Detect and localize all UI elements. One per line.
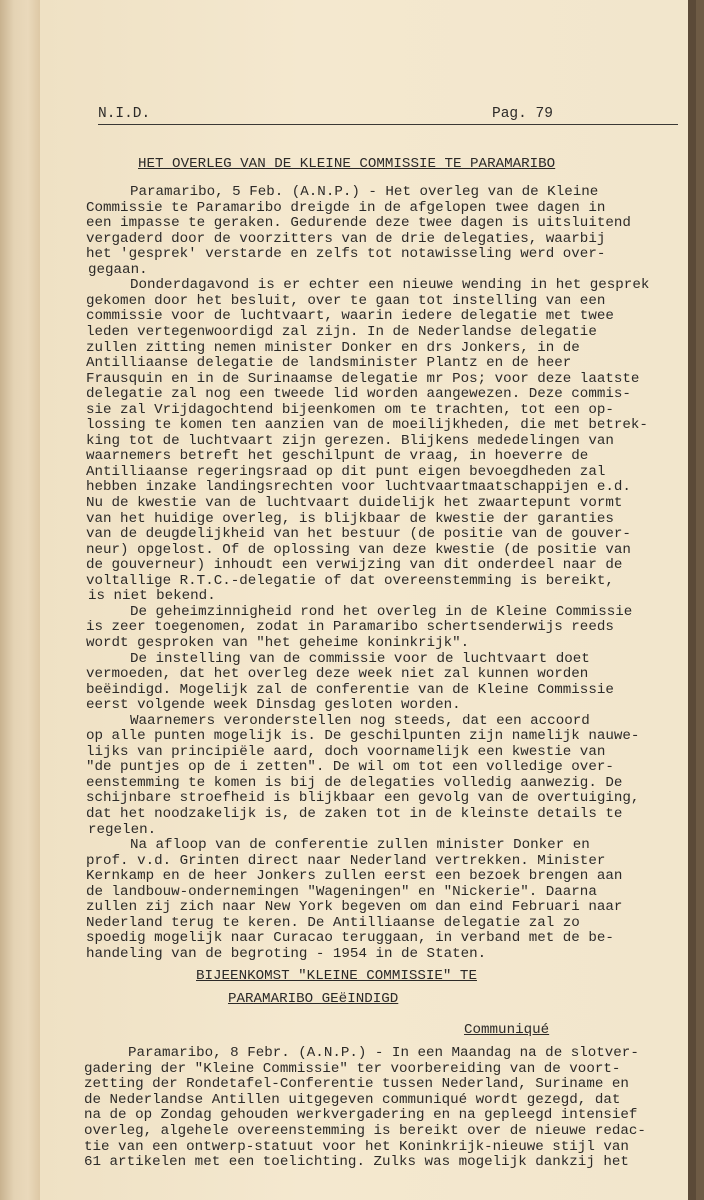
text-line: beëindigd. Mogelijk zal de conferentie van de Kleine Commissie bbox=[86, 681, 614, 698]
text-line: Commissie te Paramaribo dreigde in de afgelopen twee dagen in bbox=[86, 199, 606, 216]
text-line: voltallige R.T.C.-delegatie of dat overeenstemming is bereikt, bbox=[86, 572, 614, 589]
text-line: het 'gesprek' verstarde en zelfs tot notawisseling werd over- bbox=[86, 246, 606, 263]
article-title: BIJEENKOMST "KLEINE COMMISSIE" TE bbox=[196, 968, 477, 984]
text-line: overleg, algehele overeenstemming is bereikt over de nieuwe redac- bbox=[84, 1123, 646, 1139]
text-line: zullen zij zich naar New York begeven om dan eind Februari naar bbox=[86, 899, 623, 916]
text-line: leden vertegenwoordigd zal zijn. In de Nederlandse delegatie bbox=[86, 323, 597, 340]
text-line: is zeer toegenomen, zodat in Paramaribo schertsenderwijs reeds bbox=[86, 619, 614, 636]
text-line: Donderdagavond is er echter een nieuwe wending in het gesprek bbox=[130, 277, 650, 294]
communique-label: Communiqué bbox=[464, 1022, 550, 1038]
text-line: Waarnemers veronderstellen nog steeds, dat een accoord bbox=[130, 712, 590, 729]
text-line: eerst volgende week Dinsdag gesloten worden. bbox=[86, 697, 461, 714]
text-line: Nu de kwestie van de luchtvaart duidelijk het zwaartepunt vormt bbox=[86, 495, 623, 511]
text-line: schijnbare stroefheid is blijkbaar een gevolg van de overtuiging, bbox=[86, 790, 640, 807]
text-line: commissie voor de luchtvaart, waarin iedere delegatie met twee bbox=[86, 308, 614, 325]
text-line: de gouverneur) inhoudt een verwijzing van dit onderdeel naar de bbox=[86, 557, 623, 574]
text-line: delegatie zal nog een tweede lid worden aangewezen. Deze commis- bbox=[86, 386, 631, 403]
text-line: vermoeden, dat het overleg deze week niet zal kunnen worden bbox=[86, 666, 589, 683]
text-line: gadering der "Kleine Commissie" ter voorbereiding van de voort- bbox=[84, 1060, 621, 1077]
text-line: waarnemers betreft het geschilpunt de vraag, in hoeverre de bbox=[86, 448, 589, 465]
header-rule bbox=[98, 124, 678, 125]
text-line: is niet bekend. bbox=[88, 588, 216, 605]
text-line: op alle punten mogelijk is. De geschilpunten zijn namelijk nauwe- bbox=[86, 728, 640, 745]
text-line: van het huidige overleg, is blijkbaar de kwestie der garanties bbox=[86, 510, 614, 527]
text-line: van de deugdelijkheid van het bestuur (de positie van de gouver- bbox=[86, 526, 631, 543]
text-line: zullen zitting nemen minister Donker en drs Jonkers, in de bbox=[86, 339, 580, 356]
text-line: spoedig mogelijk naar Curacao teruggaan, in verband met de be- bbox=[86, 930, 614, 947]
page-number: Pag. 79 bbox=[492, 106, 553, 122]
text-line: wordt gesproken van "het geheime koninkrijk". bbox=[86, 634, 470, 651]
page-edge-shadow bbox=[688, 0, 696, 1200]
text-line: hebben inzake landingsrechten voor luchtvaartmaatschappijen e.d. bbox=[86, 479, 631, 496]
text-line: De geheimzinnigheid rond het overleg in de Kleine Commissie bbox=[130, 603, 633, 620]
text-line: gegaan. bbox=[88, 261, 148, 278]
text-line: regelen. bbox=[88, 821, 157, 838]
text-line: de Nederlandse Antillen uitgegeven communiqué wordt gezegd, dat bbox=[84, 1091, 621, 1108]
text-line: dat het noodzakelijk is, de zaken tot in de kleinste details te bbox=[86, 806, 623, 822]
text-line: zetting der Rondetafel-Conferentie tussen Nederland, Suriname en bbox=[84, 1076, 629, 1093]
text-line: vergaderd door de voorzitters van de drie delegaties, waarbij bbox=[86, 230, 606, 247]
text-line: eenstemming te komen is bij de delegaties volledig aanwezig. De bbox=[86, 774, 623, 791]
text-line: sie zal Vrijdagochtend bijeenkomen om te trachten, tot een op- bbox=[86, 401, 614, 418]
agency-label: N.I.D. bbox=[98, 106, 151, 122]
text-line: handeling van de begroting - 1954 in de Staten. bbox=[86, 945, 487, 962]
article-title: HET OVERLEG VAN DE KLEINE COMMISSIE TE PARAMARIBO bbox=[138, 156, 556, 172]
text-line: Paramaribo, 8 Febr. (A.N.P.) - In een Maandag na de slotver- bbox=[128, 1045, 639, 1061]
text-line: lijks van principiële aard, doch voornamelijk een kwestie van bbox=[86, 743, 606, 760]
text-line: De instelling van de commissie voor de luchtvaart doet bbox=[130, 650, 590, 667]
text-line: Antilliaanse regeringsraad op dit punt eigen bevoegdheden zal bbox=[86, 463, 606, 480]
text-line: een impasse te geraken. Gedurende deze twee dagen is uitsluitend bbox=[86, 215, 631, 232]
text-line: de landbouw-ondernemingen "Wageningen" en "Nickerie". Daarna bbox=[86, 883, 597, 900]
text-line: na de op Zondag gehouden werkvergadering en na gepleegd intensief bbox=[84, 1107, 638, 1124]
text-line: neur) opgelost. Of de oplossing van deze kwestie (de positie van bbox=[86, 541, 631, 558]
text-line: gekomen door het besluit, over te gaan tot instelling van een bbox=[86, 292, 606, 309]
text-line: Kernkamp en de heer Jonkers zullen eerst een bezoek brengen aan bbox=[86, 868, 623, 885]
text-line: tie van een ontwerp-statuut voor het Koninkrijk-nieuwe stijl van bbox=[84, 1138, 629, 1155]
text-line: prof. v.d. Grinten direct naar Nederland vertrekken. Minister bbox=[86, 852, 606, 869]
article-title: PARAMARIBO GEëINDIGD bbox=[228, 991, 399, 1007]
text-line: lossing te komen ten aanzien van de moeilijkheden, die met betrek- bbox=[86, 417, 648, 434]
document-page bbox=[40, 0, 696, 1200]
text-line: king tot de luchtvaart zijn gerezen. Blijkens mededelingen van bbox=[86, 432, 614, 449]
text-line: "de puntjes op de i zetten". De wil om tot een volledige over- bbox=[86, 759, 614, 776]
text-line: Nederland terug te keren. De Antilliaanse delegatie zal zo bbox=[86, 914, 580, 931]
text-line: Antilliaanse delegatie de landsminister Plantz en de heer bbox=[86, 355, 572, 372]
text-line: Na afloop van de conferentie zullen minister Donker en bbox=[130, 837, 590, 854]
binding-spine bbox=[0, 0, 41, 1200]
text-line: Paramaribo, 5 Feb. (A.N.P.) - Het overleg van de Kleine bbox=[130, 184, 599, 200]
text-line: Frausquin en in de Surinaamse delegatie mr Pos; voor deze laatste bbox=[86, 370, 640, 387]
text-line: 61 artikelen met een toelichting. Zulks was mogelijk dankzij het bbox=[84, 1154, 629, 1171]
